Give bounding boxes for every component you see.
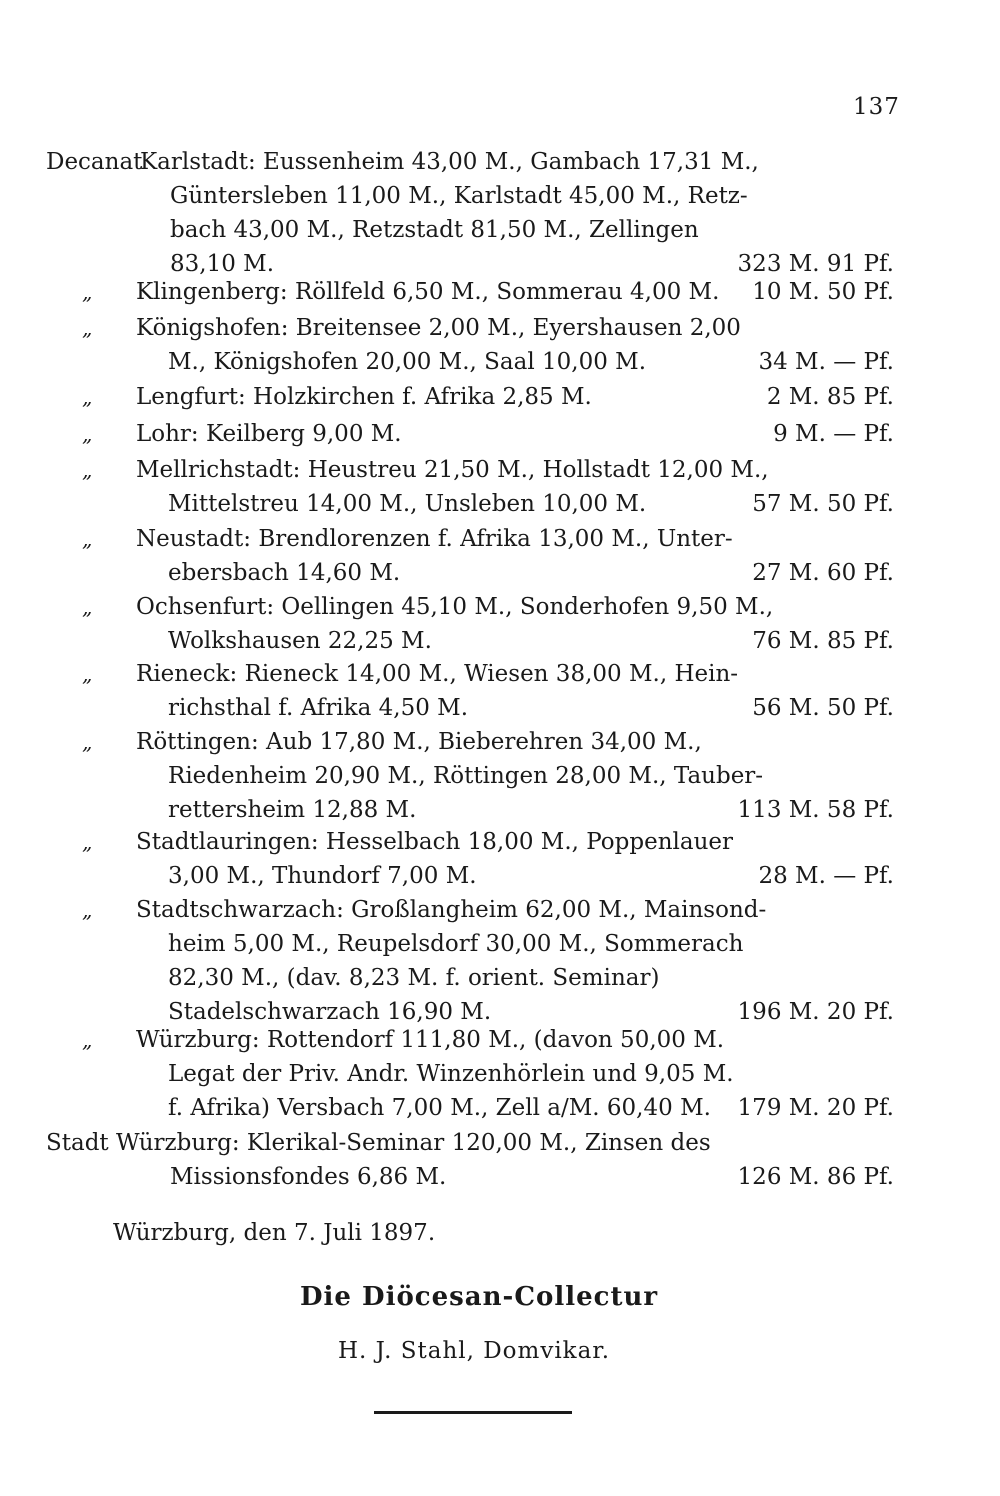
entry-text-line: Missionsfondes 6,86 M.	[170, 1164, 447, 1190]
entry-text-line: Mellrichstadt: Heustreu 21,50 M., Hollstadt 12,00 M.,	[136, 457, 769, 483]
entry-text-line: Neustadt: Brendlorenzen f. Afrika 13,00 M., Unter-	[136, 526, 733, 552]
entry-text-line: Lengfurt: Holzkirchen f. Afrika 2,85 M.	[136, 384, 592, 410]
entry-text-line: Klingenberg: Röllfeld 6,50 M., Sommerau 4,00 M.	[136, 279, 720, 305]
entry-amount: 9 M. — Pf.	[773, 421, 894, 447]
entry-text-line: Würzburg: Rottendorf 111,80 M., (davon 50,00 M.	[136, 1027, 725, 1053]
entry-text-line: Mittelstreu 14,00 M., Unsleben 10,00 M.	[168, 491, 647, 517]
entry-text-line: 3,00 M., Thundorf 7,00 M.	[168, 863, 477, 889]
entry-text-line: heim 5,00 M., Reupelsdorf 30,00 M., Sommerach	[168, 931, 744, 957]
signature-name: H. J. Stahl, Domvikar.	[338, 1338, 611, 1364]
closing-rule	[374, 1411, 572, 1414]
entry-amount: 196 M. 20 Pf.	[737, 999, 894, 1025]
entry-text-line: ebersbach 14,60 M.	[168, 560, 401, 586]
ditto-mark: „	[82, 830, 93, 854]
entry-text-line: Stadt Würzburg: Klerikal-Seminar 120,00 M., Zinsen des	[46, 1130, 711, 1156]
ditto-mark: „	[82, 422, 93, 446]
entry-text-line: Karlstadt: Eussenheim 43,00 M., Gambach 17,31 M.,	[140, 149, 759, 175]
entry-amount: 27 M. 60 Pf.	[752, 560, 894, 586]
decanat-label: Decanat	[46, 149, 143, 175]
entry-amount: 113 M. 58 Pf.	[737, 797, 894, 823]
page-number: 137	[853, 94, 900, 120]
ditto-mark: „	[82, 458, 93, 482]
entry-text-line: 82,30 M., (dav. 8,23 M. f. orient. Seminar)	[168, 965, 660, 991]
entry-text-line: Ochsenfurt: Oellingen 45,10 M., Sonderhofen 9,50 M.,	[136, 594, 774, 620]
entry-text-line: Güntersleben 11,00 M., Karlstadt 45,00 M., Retz-	[170, 183, 748, 209]
entry-text-line: Wolkshausen 22,25 M.	[168, 628, 432, 654]
entry-text-line: Stadtschwarzach: Großlangheim 62,00 M., Mainsond-	[136, 897, 767, 923]
entry-amount: 28 M. — Pf.	[758, 863, 894, 889]
entry-amount: 56 M. 50 Pf.	[752, 695, 894, 721]
entry-text-line: M., Königshofen 20,00 M., Saal 10,00 M.	[168, 349, 647, 375]
ditto-mark: „	[82, 730, 93, 754]
entry-text-line: Rieneck: Rieneck 14,00 M., Wiesen 38,00 M., Hein-	[136, 661, 739, 687]
entry-text-line: f. Afrika) Versbach 7,00 M., Zell a/M. 60,40 M.	[168, 1095, 711, 1121]
entry-text-line: bach 43,00 M., Retzstadt 81,50 M., Zellingen	[170, 217, 699, 243]
entry-text-line: rettersheim 12,88 M.	[168, 797, 417, 823]
entry-text-line: Stadelschwarzach 16,90 M.	[168, 999, 492, 1025]
ditto-mark: „	[82, 385, 93, 409]
closing-place-date: Würzburg, den 7. Juli 1897.	[113, 1220, 436, 1246]
signature-title: Die Diöcesan-Collectur	[300, 1282, 659, 1312]
entry-amount: 179 M. 20 Pf.	[737, 1095, 894, 1121]
ditto-mark: „	[82, 662, 93, 686]
ditto-mark: „	[82, 316, 93, 340]
entry-text-line: Lohr: Keilberg 9,00 M.	[136, 421, 402, 447]
entry-amount: 76 M. 85 Pf.	[752, 628, 894, 654]
entry-amount: 57 M. 50 Pf.	[752, 491, 894, 517]
ditto-mark: „	[82, 1028, 93, 1052]
entry-text-line: richsthal f. Afrika 4,50 M.	[168, 695, 469, 721]
ditto-mark: „	[82, 280, 93, 304]
entry-text-line: Röttingen: Aub 17,80 M., Bieberehren 34,00 M.,	[136, 729, 702, 755]
entry-amount: 126 M. 86 Pf.	[737, 1164, 894, 1190]
entry-amount: 34 M. — Pf.	[758, 349, 894, 375]
ditto-mark: „	[82, 527, 93, 551]
entry-text-line: Legat der Priv. Andr. Winzenhörlein und 9,05 M.	[168, 1061, 734, 1087]
ditto-mark: „	[82, 898, 93, 922]
entry-text-line: Riedenheim 20,90 M., Röttingen 28,00 M., Tauber-	[168, 763, 764, 789]
entry-text-line: Stadtlauringen: Hesselbach 18,00 M., Poppenlauer	[136, 829, 734, 855]
entry-amount: 323 M. 91 Pf.	[737, 251, 894, 277]
entry-text-line: Königshofen: Breitensee 2,00 M., Eyershausen 2,00	[136, 315, 741, 341]
entry-amount: 10 M. 50 Pf.	[752, 279, 894, 305]
ditto-mark: „	[82, 595, 93, 619]
entry-amount: 2 M. 85 Pf.	[766, 384, 894, 410]
entry-text-line: 83,10 M.	[170, 251, 275, 277]
